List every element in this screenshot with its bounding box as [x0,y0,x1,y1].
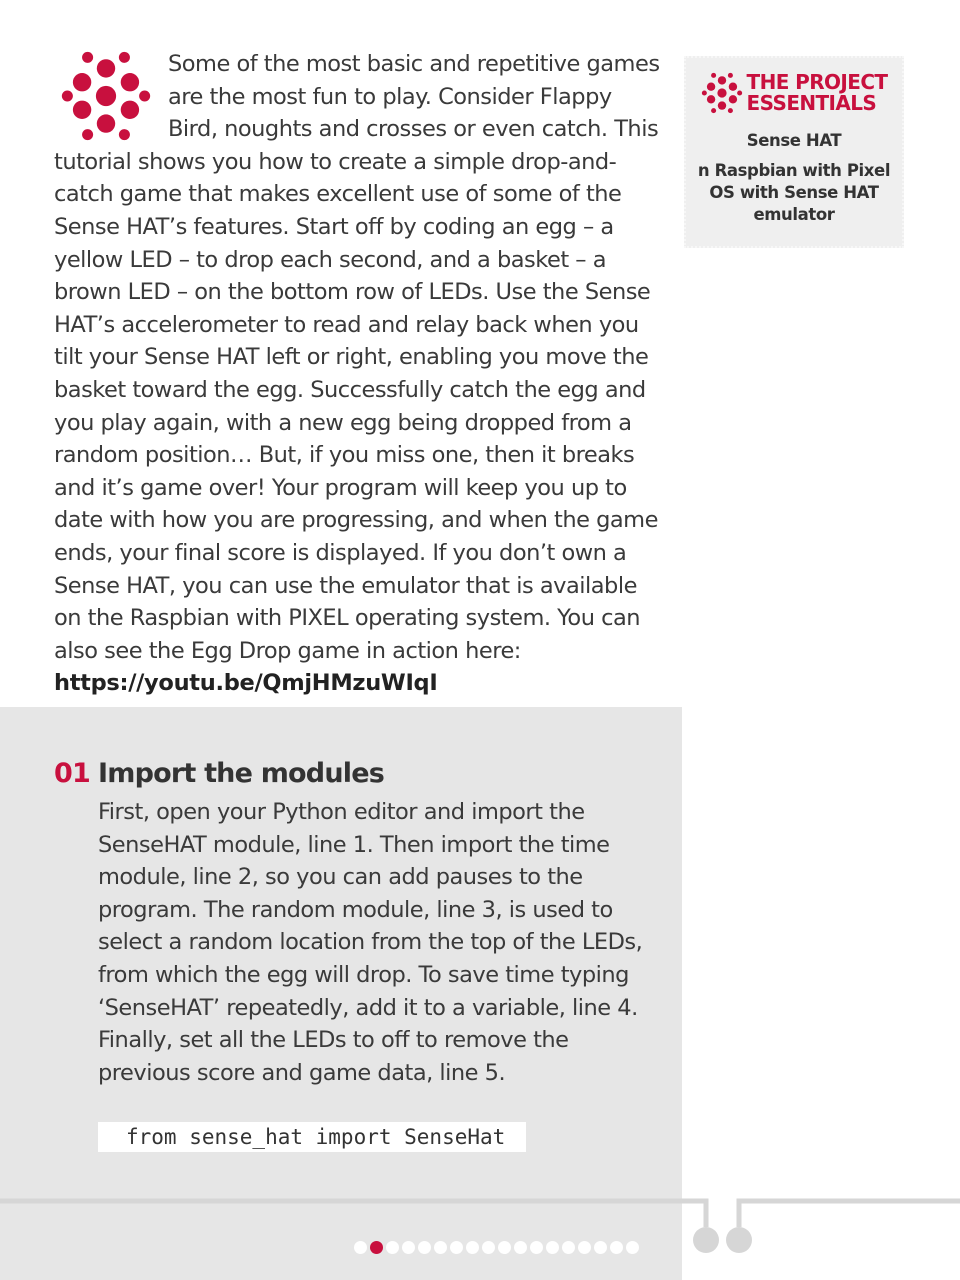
raspberry-logo-small-icon [701,72,743,114]
page-dot [482,1241,495,1254]
step-title: Import the modules [97,758,384,789]
raspberry-logo-icon [54,50,158,142]
intro-section [54,48,664,700]
page-dot [610,1241,623,1254]
circuit-decoration [0,1190,960,1280]
essentials-title: THE PROJECT ESSENTIALS [746,70,888,115]
page-dot [354,1241,367,1254]
step-number: 01 [54,758,90,789]
page-indicator [354,1241,639,1254]
page-dot [386,1241,399,1254]
page-dot-active [370,1241,383,1254]
page-dot [626,1241,639,1254]
page-dot [498,1241,511,1254]
page-dot [402,1241,415,1254]
page-dot [466,1241,479,1254]
page-dot [562,1241,575,1254]
essentials-item: n Raspbian with Pixel OS with Sense HAT emulator [697,161,891,224]
code-line: from sense_hat import SenseHat [98,1122,526,1152]
page-dot [514,1241,527,1254]
page-dot [530,1241,543,1254]
page-dot [578,1241,591,1254]
project-essentials-box [684,56,904,248]
video-link[interactable]: https://youtu.be/QmjHMzuWIqI [54,670,438,697]
page-dot [418,1241,431,1254]
page-dot [546,1241,559,1254]
step-body: First, open your Python editor and import the SenseHAT module, line 1. Then import the time module, line 2, so you can add pauses to the program. The random module, line 3, is used to select a random location from the top of the LEDs, from which the egg will drop. To save time typing ‘SenseHAT’ repeatedly, add it to a variable, line 4. Finally, set all the LEDs to off to remove the previous score and game data, line 5. [98,799,643,1086]
page-dot [450,1241,463,1254]
essentials-header [686,72,902,114]
page-dot [594,1241,607,1254]
page-dot [434,1241,447,1254]
essentials-item: Sense HAT [746,131,842,150]
step-heading [54,758,384,789]
intro-paragraph: Some of the most basic and repetitive games are the most fun to play. Consider Flappy Bird, noughts and crosses or even catch. This tutorial shows you how to create a simple drop-and-catch game that makes excellent use of some of the Sense HAT’s features. Start off by coding an egg – a yellow LED – to drop each second, and a basket – a brown LED – on the bottom row of LEDs. Use the Sense HAT’s accelerometer to read and relay back when you tilt your Sense HAT left or right, enabling you move the basket toward the egg. Successfully catch the egg and you play again, with a new egg being dropped from a random position… But, if you miss one, then it breaks and it’s game over! Your program will keep you up to date with how you are progressing, and when the game ends, your final score is displayed. If you don’t own a Sense HAT, you can use the emulator that is available on the Raspbian with PIXEL operating system. You can also see the Egg Drop game in action here: [54,51,660,664]
